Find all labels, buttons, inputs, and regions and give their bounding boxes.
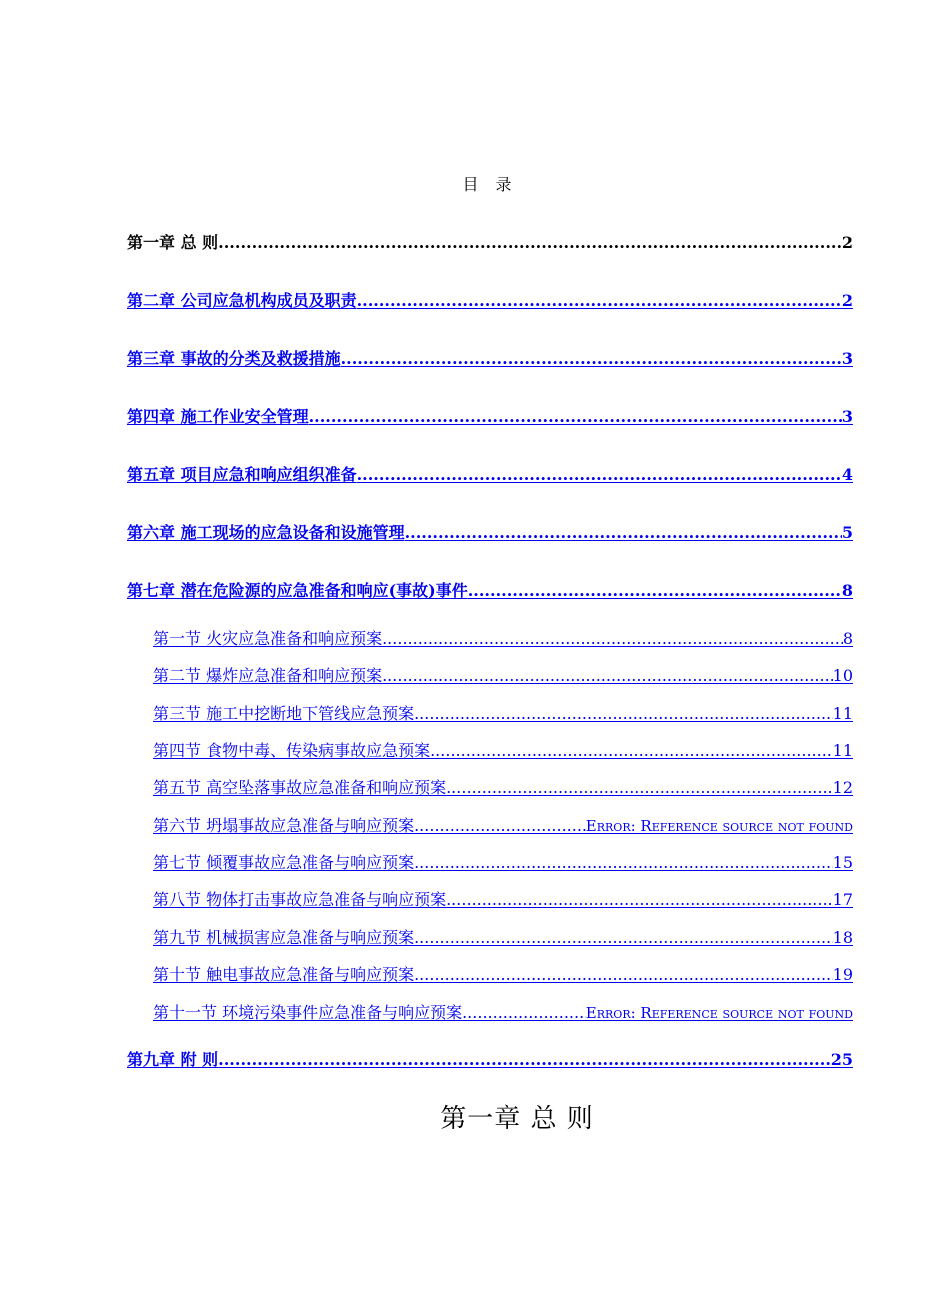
toc-leader-dots bbox=[218, 233, 842, 252]
toc-entry-section-7[interactable] bbox=[153, 850, 853, 873]
toc-entry-chapter-7[interactable] bbox=[127, 578, 853, 601]
toc-page-number: 11 bbox=[832, 741, 853, 760]
toc-entry-label: 第一章 总 则 bbox=[127, 233, 219, 252]
toc-entry-section-4[interactable] bbox=[153, 738, 853, 761]
toc-entry-section-8[interactable] bbox=[153, 887, 853, 910]
toc-entry-section-1[interactable] bbox=[153, 626, 853, 649]
toc-entry-label: 第四节 食物中毒、传染病事故应急预案 bbox=[153, 741, 431, 760]
toc-entry-chapter-1[interactable] bbox=[127, 230, 853, 253]
toc-page-number: 8 bbox=[841, 581, 853, 600]
toc-leader-dots bbox=[357, 291, 842, 310]
toc-leader-dots bbox=[382, 629, 843, 648]
toc-page-number: 15 bbox=[832, 853, 853, 872]
toc-entry-chapter-4[interactable] bbox=[127, 404, 853, 427]
toc-entry-section-6[interactable] bbox=[153, 813, 853, 836]
toc-entry-section-5[interactable] bbox=[153, 775, 853, 798]
toc-page-number: 8 bbox=[842, 629, 853, 648]
toc-entry-label: 第七节 倾覆事故应急准备与响应预案 bbox=[153, 853, 415, 872]
toc-leader-dots bbox=[446, 778, 833, 797]
toc-page-number: 19 bbox=[832, 965, 853, 984]
toc-entry-label: 第十节 触电事故应急准备与响应预案 bbox=[153, 965, 415, 984]
toc-entry-label: 第九章 附 则 bbox=[127, 1050, 219, 1069]
toc-entry-label: 第七章 潜在危险源的应急准备和响应(事故)事件 bbox=[127, 581, 468, 600]
toc-entry-label: 第八节 物体打击事故应急准备与响应预案 bbox=[153, 890, 447, 909]
toc-entry-label: 第二章 公司应急机构成员及职责 bbox=[127, 291, 357, 310]
toc-entry-chapter-5[interactable] bbox=[127, 462, 853, 485]
toc-entry-chapter-2[interactable] bbox=[127, 288, 853, 311]
toc-entry-label: 第六章 施工现场的应急设备和设施管理 bbox=[127, 523, 405, 542]
toc-leader-dots bbox=[446, 890, 833, 909]
toc-leader-dots bbox=[468, 581, 842, 600]
toc-page-number: 11 bbox=[832, 704, 853, 723]
toc-leader-dots bbox=[462, 1003, 586, 1022]
toc-page-number: 2 bbox=[841, 233, 853, 252]
toc-leader-dots bbox=[218, 1050, 831, 1069]
toc-entry-label: 第十一节 环境污染事件应急准备与响应预案 bbox=[153, 1003, 463, 1022]
toc-page-number: 5 bbox=[841, 523, 853, 542]
toc-leader-dots bbox=[405, 523, 842, 542]
toc-leader-dots bbox=[414, 928, 833, 947]
toc-entry-chapter-9[interactable] bbox=[127, 1047, 853, 1070]
toc-leader-dots bbox=[309, 407, 842, 426]
toc-page-number: 4 bbox=[841, 465, 853, 484]
toc-leader-dots bbox=[414, 816, 586, 835]
toc-entry-label: 第四章 施工作业安全管理 bbox=[127, 407, 309, 426]
toc-entry-label: 第一节 火灾应急准备和响应预案 bbox=[153, 629, 383, 648]
toc-title: 目 录 bbox=[462, 175, 518, 194]
toc-leader-dots bbox=[341, 349, 842, 368]
toc-entry-label: 第三节 施工中挖断地下管线应急预案 bbox=[153, 704, 415, 723]
toc-page-number: 10 bbox=[832, 666, 853, 685]
toc-entry-section-10[interactable] bbox=[153, 962, 853, 985]
toc-entry-label: 第二节 爆炸应急准备和响应预案 bbox=[153, 666, 383, 685]
toc-entry-label: 第九节 机械损害应急准备与响应预案 bbox=[153, 928, 415, 947]
toc-page-number: 18 bbox=[832, 928, 853, 947]
toc-leader-dots bbox=[382, 666, 833, 685]
toc-leader-dots bbox=[430, 741, 833, 760]
toc-entry-chapter-6[interactable] bbox=[127, 520, 853, 543]
toc-entry-chapter-3[interactable] bbox=[127, 346, 853, 369]
toc-page-number: 17 bbox=[832, 890, 853, 909]
toc-page-number: 12 bbox=[832, 778, 853, 797]
toc-entry-section-2[interactable] bbox=[153, 663, 853, 686]
toc-leader-dots bbox=[357, 465, 842, 484]
toc-page-number: 3 bbox=[841, 349, 853, 368]
toc-entry-section-3[interactable] bbox=[153, 701, 853, 724]
toc-page-number: 25 bbox=[830, 1050, 853, 1069]
toc-page-number-error: Error: Reference source not found bbox=[585, 817, 853, 835]
toc-entry-section-9[interactable] bbox=[153, 925, 853, 948]
toc-page-number: 3 bbox=[841, 407, 853, 426]
toc-leader-dots bbox=[414, 704, 833, 723]
toc-entry-label: 第五章 项目应急和响应组织准备 bbox=[127, 465, 357, 484]
toc-entry-label: 第五节 高空坠落事故应急准备和响应预案 bbox=[153, 778, 447, 797]
chapter-heading: 第一章 总 则 bbox=[440, 1104, 594, 1134]
toc-page-number-error: Error: Reference source not found bbox=[585, 1004, 853, 1022]
toc-leader-dots bbox=[414, 965, 833, 984]
toc-entry-section-11[interactable] bbox=[153, 1000, 853, 1023]
toc-entry-label: 第三章 事故的分类及救援措施 bbox=[127, 349, 341, 368]
toc-leader-dots bbox=[414, 853, 833, 872]
toc-entry-label: 第六节 坍塌事故应急准备与响应预案 bbox=[153, 816, 415, 835]
toc-page-number: 2 bbox=[841, 291, 853, 310]
